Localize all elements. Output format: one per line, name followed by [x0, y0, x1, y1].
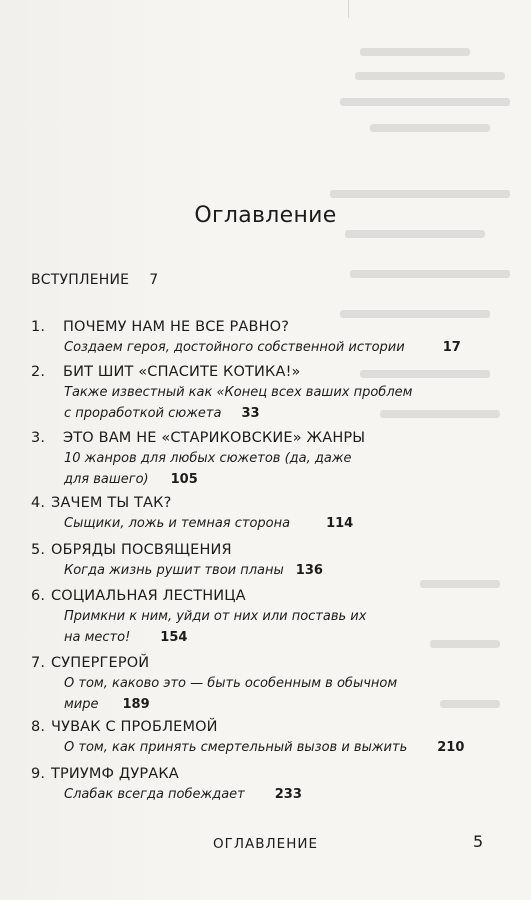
toc-entry-subtitle: на место!: [64, 630, 131, 645]
toc-entry-subtitle: О том, как принять смертельный вызов и выжить: [64, 740, 408, 755]
toc-entry-subtitle: Примкни к ним, уйди от них или поставь их: [64, 609, 367, 624]
toc-entry-subtitle: Сыщики, ложь и темная сторона: [64, 516, 291, 531]
toc-entry-8[interactable]: [31, 717, 501, 758]
toc-entry-number: 6.: [31, 588, 46, 604]
toc-entry-subtitle: Также известный как «Конец всех ваших проблем: [64, 385, 413, 400]
running-footer: ОГЛАВЛЕНИЕ: [213, 836, 318, 852]
toc-entry-subtitle: 10 жанров для любых сюжетов (да, даже: [64, 451, 352, 466]
toc-entry-number: 7.: [31, 655, 46, 671]
toc-entry-page: 233: [274, 787, 302, 802]
toc-entry-title: ПОЧЕМУ НАМ НЕ ВСЕ РАВНО?: [63, 319, 290, 335]
toc-entry-subtitle: О том, каково это — быть особенным в обычном: [64, 676, 398, 691]
toc-entry-number: 8.: [31, 719, 46, 735]
toc-entry-number: 5.: [31, 542, 46, 558]
toc-entry-7[interactable]: [31, 653, 501, 715]
toc-entry-number: 1.: [31, 319, 46, 335]
toc-entry-title: СУПЕРГЕРОЙ: [51, 655, 150, 671]
toc-intro-title: ВСТУПЛЕНИЕ: [31, 272, 130, 288]
toc-entry-subtitle: Когда жизнь рушит твои планы: [64, 563, 284, 578]
toc-entry-page: 189: [122, 697, 150, 712]
toc-entry-4[interactable]: [31, 493, 501, 534]
toc-entry-title: ЧУВАК С ПРОБЛЕМОЙ: [51, 719, 218, 735]
toc-entry-number: 3.: [31, 430, 46, 446]
toc-entry-number: 2.: [31, 364, 46, 380]
toc-entry-page: 33: [241, 406, 260, 421]
toc-entry-number: 9.: [31, 766, 46, 782]
toc-entry-subtitle: с проработкой сюжета: [64, 406, 222, 421]
toc-entry-5[interactable]: [31, 540, 501, 581]
toc-entry-9[interactable]: [31, 764, 501, 805]
toc-intro[interactable]: [31, 272, 158, 288]
toc-entry-page: 17: [442, 340, 461, 355]
toc-entry-page: 210: [437, 740, 465, 755]
toc-entry-title: ЭТО ВАМ НЕ «СТАРИКОВСКИЕ» ЖАНРЫ: [63, 430, 366, 446]
toc-entry-number: 4.: [31, 495, 46, 511]
toc-entry-6[interactable]: [31, 586, 501, 648]
top-rule: [348, 0, 349, 18]
toc-entry-3[interactable]: [31, 428, 501, 490]
toc-entry-2[interactable]: [31, 362, 501, 424]
toc-entry-title: ЗАЧЕМ ТЫ ТАК?: [51, 495, 172, 511]
toc-entry-page: 105: [170, 472, 198, 487]
toc-entry-page: 136: [295, 563, 323, 578]
toc-entry-title: БИТ ШИТ «СПАСИТЕ КОТИКА!»: [63, 364, 301, 380]
toc-entry-title: ТРИУМФ ДУРАКА: [51, 766, 179, 782]
toc-entry-subtitle: Слабак всегда побеждает: [64, 787, 245, 802]
toc-entry-page: 114: [326, 516, 354, 531]
toc-entry-title: ОБРЯДЫ ПОСВЯЩЕНИЯ: [51, 542, 232, 558]
toc-entry-1[interactable]: [31, 317, 501, 358]
toc-heading: Оглавление: [194, 203, 337, 228]
toc-entry-subtitle: Создаем героя, достойного собственной истории: [64, 340, 405, 355]
toc-intro-page: 7: [149, 272, 159, 288]
toc-entry-subtitle: для вашего): [64, 472, 149, 487]
toc-entry-page: 154: [160, 630, 188, 645]
toc-entry-title: СОЦИАЛЬНАЯ ЛЕСТНИЦА: [51, 588, 246, 604]
page-number: 5: [473, 832, 484, 851]
toc-entry-subtitle: мире: [64, 697, 99, 712]
